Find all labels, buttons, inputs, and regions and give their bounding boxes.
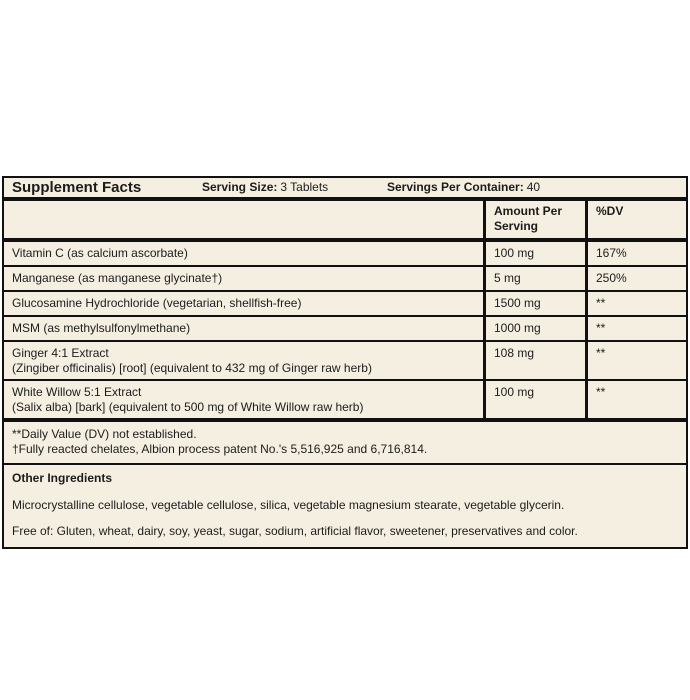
nutrient-dv: ** <box>585 317 686 340</box>
column-header-row <box>4 201 686 242</box>
nutrient-name-line1: White Willow 5:1 Extract <box>12 385 142 399</box>
nutrient-name-line2: (Salix alba) [bark] (equivalent to 500 mg of White Willow raw herb) <box>12 400 364 414</box>
nutrient-dv: ** <box>585 381 686 418</box>
other-ingredients-text: Microcrystalline cellulose, vegetable cellulose, silica, vegetable magnesium stearate, vegetable glycerin. <box>12 498 565 512</box>
free-of-text: Free of: Gluten, wheat, dairy, soy, yeast, sugar, sodium, artificial flavor, sweetener, preservatives and color. <box>12 524 578 538</box>
other-ingredients-title: Other Ingredients <box>12 471 113 485</box>
servings-per-container-label: Servings Per Container: <box>387 180 524 194</box>
table-row <box>4 242 686 267</box>
footnotes <box>4 422 686 465</box>
serving-size-value: 3 Tablets <box>280 180 329 194</box>
column-header-amount: Amount Per Serving <box>483 201 585 238</box>
nutrient-name: Vitamin C (as calcium ascorbate) <box>12 246 188 260</box>
label-header-row <box>4 178 686 201</box>
nutrient-name <box>4 342 483 379</box>
nutrient-name <box>4 381 483 418</box>
column-header-dv: %DV <box>585 201 686 238</box>
table-row <box>4 381 686 422</box>
footnote-daily-value: **Daily Value (DV) not established. <box>12 427 197 441</box>
label-title: Supplement Facts <box>12 179 142 196</box>
servings-per-container <box>387 180 540 195</box>
nutrient-amount: 100 mg <box>483 381 585 418</box>
column-header-name <box>4 201 483 238</box>
nutrient-dv: ** <box>585 292 686 315</box>
nutrient-name-line1: Ginger 4:1 Extract <box>12 346 109 360</box>
nutrient-dv: 250% <box>585 267 686 290</box>
other-ingredients-section <box>4 465 686 547</box>
nutrient-dv: 167% <box>585 242 686 265</box>
nutrient-dv: ** <box>585 342 686 379</box>
supplement-facts-label <box>2 176 688 549</box>
table-row <box>4 317 686 342</box>
nutrient-amount: 1500 mg <box>483 292 585 315</box>
servings-per-container-value: 40 <box>526 180 541 194</box>
footnote-chelates-patent: †Fully reacted chelates, Albion process patent No.'s 5,516,925 and 6,716,814. <box>12 442 428 456</box>
table-row <box>4 267 686 292</box>
nutrient-name: MSM (as methylsulfonylmethane) <box>12 321 191 335</box>
nutrient-amount: 100 mg <box>483 242 585 265</box>
table-row <box>4 292 686 317</box>
nutrient-name-line2: (Zingiber officinalis) [root] (equivalent to 432 mg of Ginger raw herb) <box>12 361 372 375</box>
nutrient-amount: 1000 mg <box>483 317 585 340</box>
nutrient-name: Glucosamine Hydrochloride (vegetarian, shellfish-free) <box>12 296 302 310</box>
nutrient-amount: 5 mg <box>483 267 585 290</box>
nutrient-amount: 108 mg <box>483 342 585 379</box>
nutrient-name: Manganese (as manganese glycinate†) <box>12 271 223 285</box>
table-row <box>4 342 686 381</box>
serving-size-label: Serving Size: <box>202 180 278 194</box>
serving-size <box>202 180 387 195</box>
